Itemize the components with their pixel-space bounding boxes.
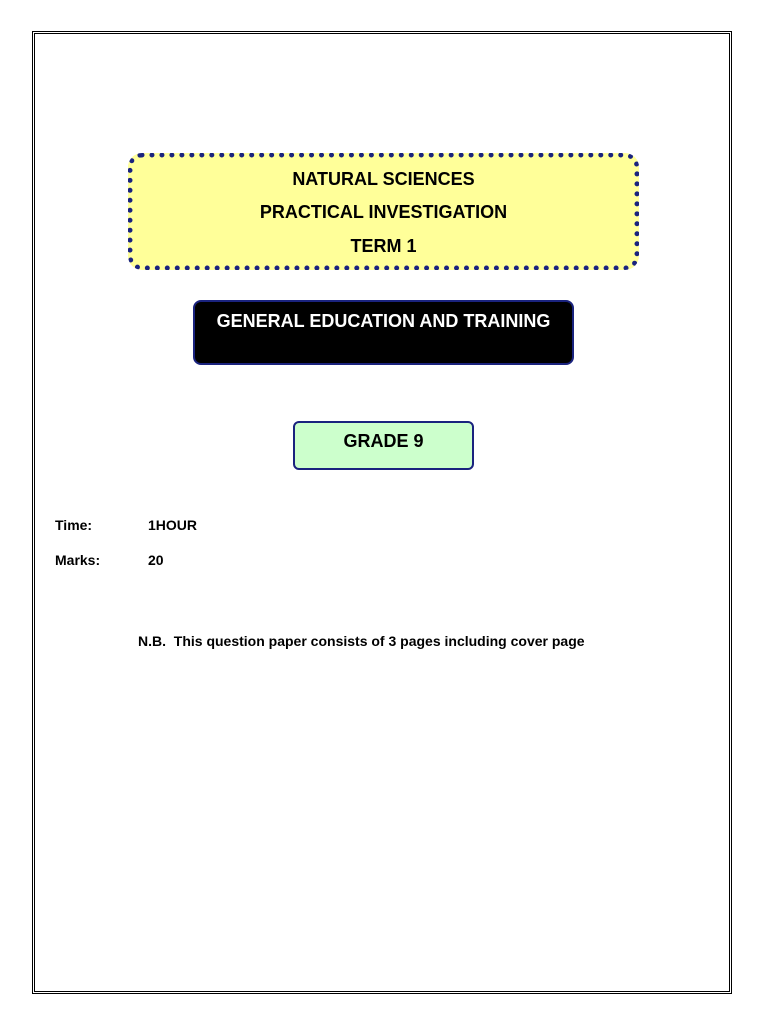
page-count-note: N.B. This question paper consists of 3 pages including cover page (138, 633, 585, 649)
phase-box (193, 300, 574, 365)
title-box (128, 153, 639, 270)
subject-title: NATURAL SCIENCES (292, 169, 475, 189)
grade-label: GRADE 9 (343, 431, 424, 451)
phase-label: GENERAL EDUCATION AND TRAINING (216, 311, 551, 331)
term-label: TERM 1 (350, 236, 417, 256)
time-label: Time: (55, 517, 93, 533)
marks-value: 20 (148, 552, 164, 568)
time-value: 1HOUR (148, 517, 198, 533)
assessment-type: PRACTICAL INVESTIGATION (259, 202, 508, 222)
grade-box (293, 421, 474, 470)
marks-label: Marks: (55, 552, 101, 568)
